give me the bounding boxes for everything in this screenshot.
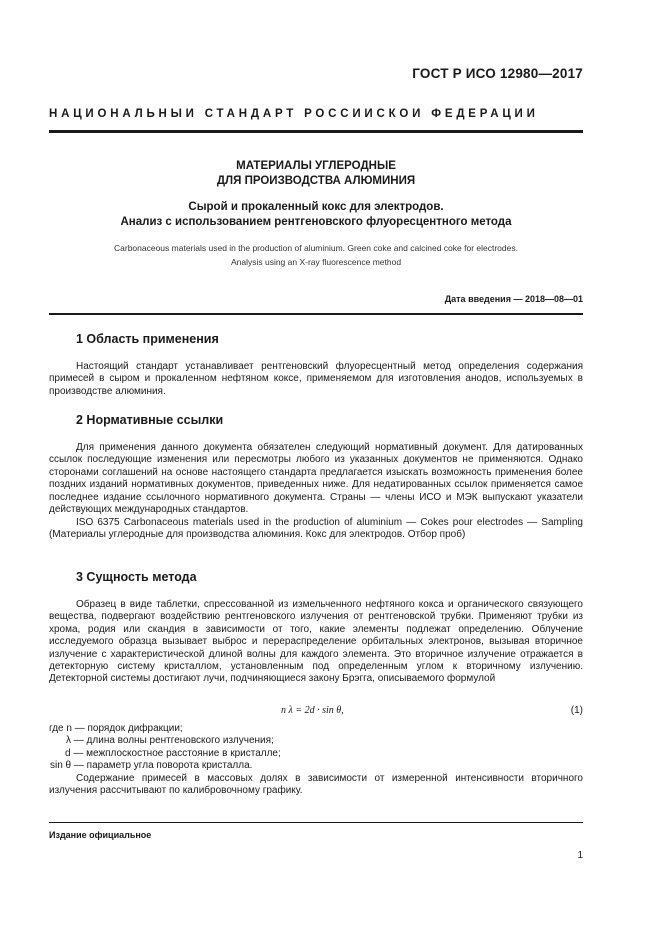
legend-item: где n — порядок дифракции; (49, 723, 183, 734)
introduction-date: Дата введения — 2018—08—01 (444, 294, 583, 304)
section-3-paragraph-1: Образец в виде таблетки, спрессованной из измельченного нефтяного кокса и органического связующего вещества, подвергают воздействию рентгеновского излучения от рентгеновской трубки. Применяют трубки из хрома, родия или скандия в зависимости от того, какие элементы подлежат определению. Облучение исследуемого образца вызывает выброс и перераспределение орбитальных электронов, вызывая вторичное излучение с характеристической длиной волны для каждого элемента. Это вторичное излучение отражается в детекторную систему кристаллом, установленным под определенным углом к вторичному излучению. Детекторной системы достигают лучи, подчиняющиеся закону Брэгга, описываемого формулой (49, 599, 583, 685)
title-line-1: МАТЕРИАЛЫ УГЛЕРОДНЫЕ (236, 160, 396, 172)
section-1-paragraph: Настоящий стандарт устанавливает рентгеновский флуоресцентный метод определения содержания примесей в сыром и прокаленном нефтяном коксе, применяемом для изготовления анодов, используемых в производстве алюминия. (49, 361, 583, 397)
legend-item: λ — длина волны рентгеновского излучения; (66, 735, 274, 747)
legend-item: sin θ — параметр угла поворота кристалла. (50, 760, 253, 772)
section-2-paragraph-1: Для применения данного документа обязателен следующий нормативный документ. Для датированных ссылок последующие изменения или пересмотры любого из указанных документов не применяются. Однако сторонами соглашений на основе настоящего стандарта предлагается изыскать возможность применения более поздних изданий нормативных документов, приведенных ниже. Для недатированных ссылок применяется самое последнее издание ссылочного нормативного документа. Страны — члены ИСО и МЭК выпускают указатели действующих международных стандартов. (49, 442, 583, 516)
formula-legend (49, 723, 281, 773)
subtitle-line-2: Анализ с использованием рентгеновского флуоресцентного метода (120, 216, 512, 228)
section-2-paragraph-2: ISO 6375 Carbonaceous materials used in the production of aluminium — Cokes pour electrodes — Sampling (Материалы углеродные для производства алюминия. Кокс для электродов. Отбор проб) (49, 517, 583, 541)
section-3-heading: 3 Сущность метода (76, 570, 197, 584)
section-2-heading: 2 Нормативные ссылки (76, 413, 224, 427)
footer-rule (49, 822, 583, 823)
document-title (49, 159, 583, 189)
subtitle-line-1: Сырой и прокаленный кокс для электродов. (188, 201, 444, 213)
formula-number: (1) (570, 705, 583, 716)
section-3-paragraph-2: Содержание примесей в массовых долях в зависимости от измеренной интенсивности вторичного излучения рассчитывают по калибровочному графику. (49, 773, 583, 797)
formula-expression: n λ = 2d · sin θ, (281, 705, 344, 716)
standard-banner: НАЦИОНАЛЬНЫЙ СТАНДАРТ РОССИЙСКОЙ ФЕДЕРАЦИИ (49, 108, 539, 120)
header-rule (49, 130, 583, 133)
edition-label: Издание официальное (49, 830, 152, 840)
english-title-line-2: Analysis using an X-ray fluorescence method (230, 257, 402, 267)
legend-item: d — межплоскостное расстояние в кристалле; (65, 747, 281, 759)
date-rule (49, 313, 583, 315)
page-number: 1 (577, 850, 583, 861)
english-title (49, 241, 583, 269)
english-title-line-1: Carbonaceous materials used in the production of aluminium. Green coke and calcined coke for electrodes. (114, 243, 518, 253)
section-1-heading: 1 Область применения (76, 332, 219, 346)
document-subtitle (49, 200, 583, 230)
title-line-2: ДЛЯ ПРОИЗВОДСТВА АЛЮМИНИЯ (216, 175, 416, 187)
document-code: ГОСТ Р ИСО 12980—2017 (412, 66, 583, 81)
